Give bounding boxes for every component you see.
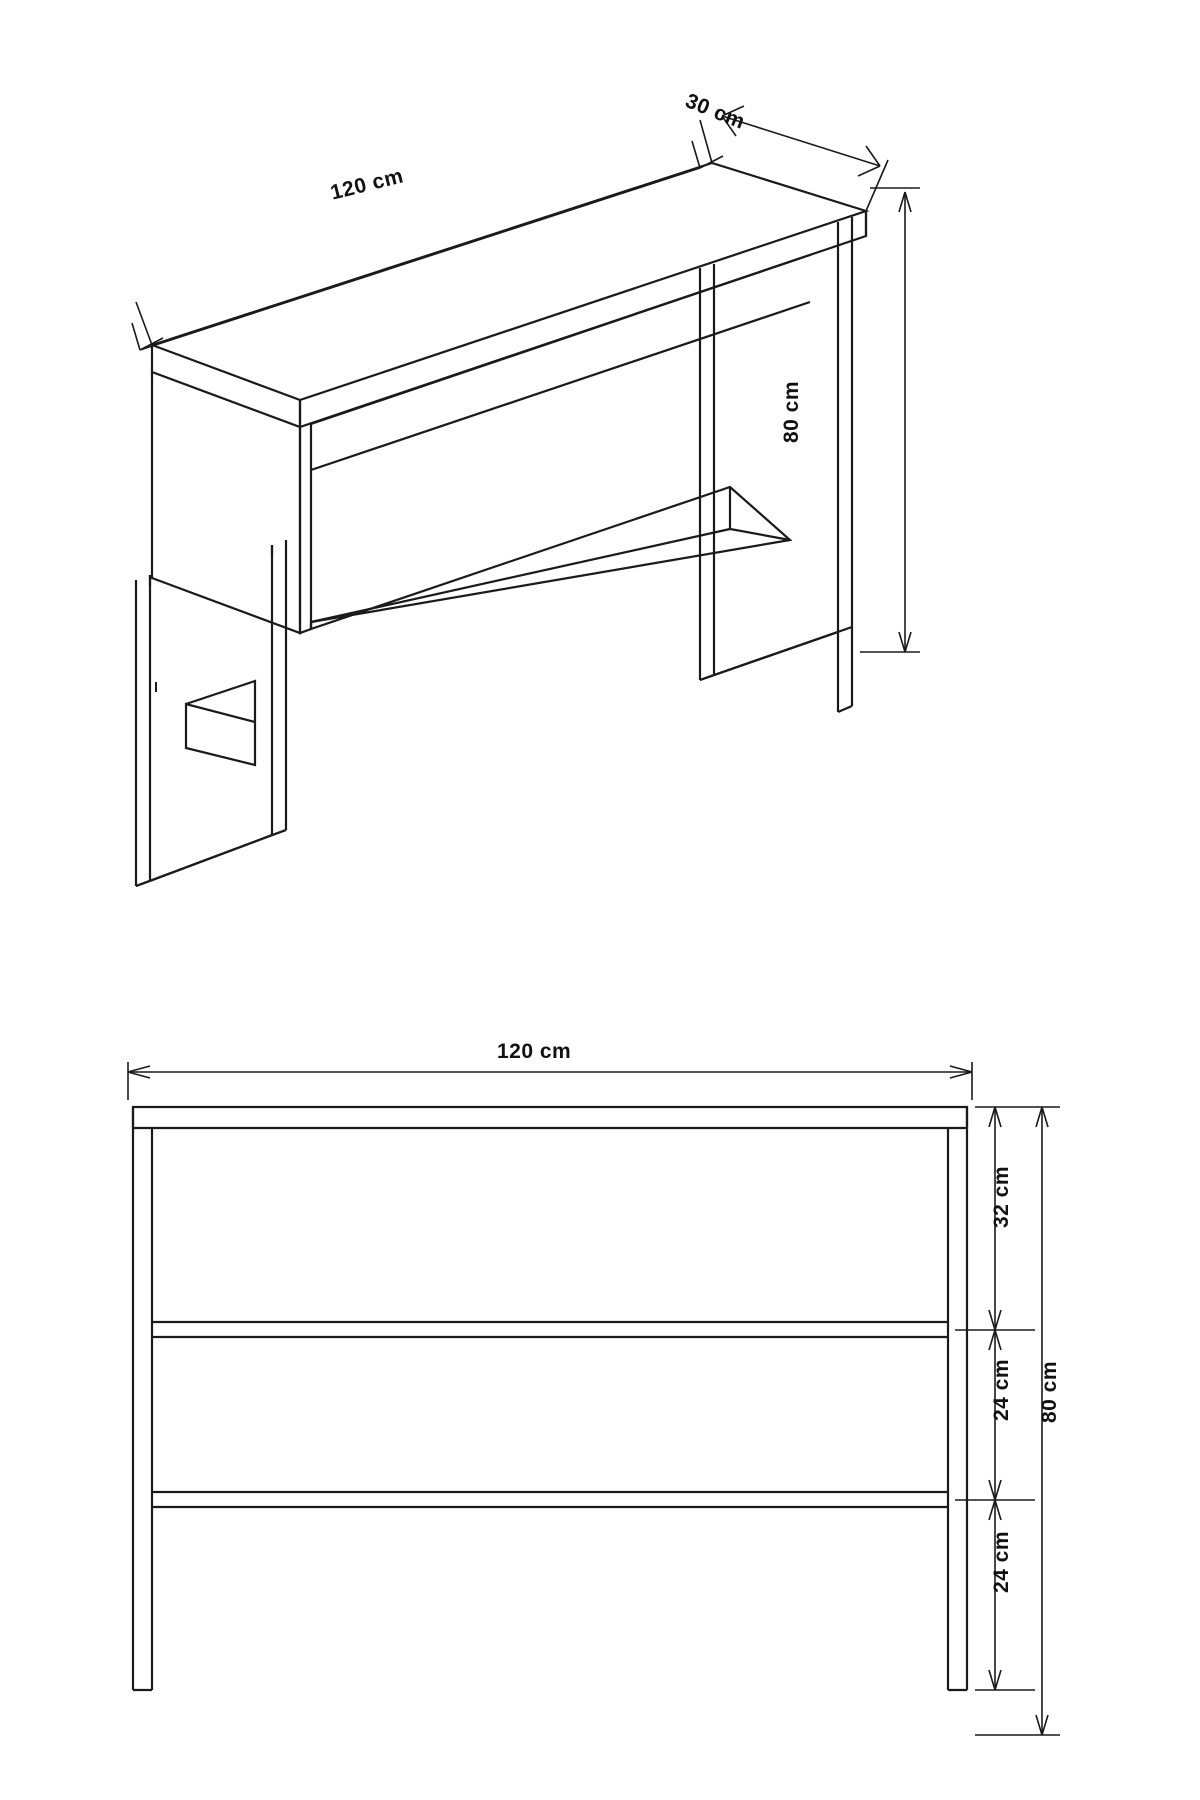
- front-dim-middle-label: 24 cm: [990, 1358, 1013, 1422]
- tabletop-left-edge: [152, 345, 300, 427]
- middle-shelf-front-lower: [311, 529, 730, 622]
- iso-dim-width-label: 120 cm: [328, 164, 406, 205]
- isometric-console-table: [136, 163, 866, 886]
- cabinet-front-face: [300, 424, 311, 633]
- dim-120-ext-right: [700, 120, 712, 163]
- right-rear-leg-foot: [838, 706, 852, 712]
- tabletop-surface: [152, 163, 866, 400]
- front-dim-width-label: 120 cm: [497, 1040, 572, 1063]
- dim-120-iso-arrow-left: [132, 323, 163, 350]
- right-bottom-rail-upper: [714, 627, 852, 675]
- dim-120-iso-line: [140, 168, 700, 350]
- left-bottom-rail-upper: [150, 830, 286, 881]
- front-elevation-console-table: [133, 1107, 967, 1690]
- front-dim-lower-label: 24 cm: [990, 1530, 1013, 1594]
- back-panel-lower-edge: [311, 302, 810, 470]
- cabinet-left-side: [152, 372, 300, 633]
- iso-dim-depth-label: 30 cm: [682, 89, 749, 134]
- lower-shelf-top: [186, 681, 255, 722]
- middle-shelf: [311, 487, 790, 629]
- dim-30-iso-line: [722, 116, 880, 166]
- dim-120-ext-left: [136, 302, 152, 345]
- front-dimension-lines: [128, 1062, 1060, 1735]
- front-tabletop: [133, 1107, 967, 1128]
- front-dim-upper-label: 32 cm: [990, 1165, 1013, 1229]
- lower-shelf-left-block: [186, 704, 255, 765]
- right-front-foot: [700, 675, 714, 680]
- front-dim-total-height-label: 80 cm: [1038, 1360, 1061, 1424]
- iso-dim-height-label: 80 cm: [780, 380, 803, 444]
- dim-30-iso-arrow-right: [858, 146, 880, 176]
- back-panel-top-edge: [311, 255, 810, 424]
